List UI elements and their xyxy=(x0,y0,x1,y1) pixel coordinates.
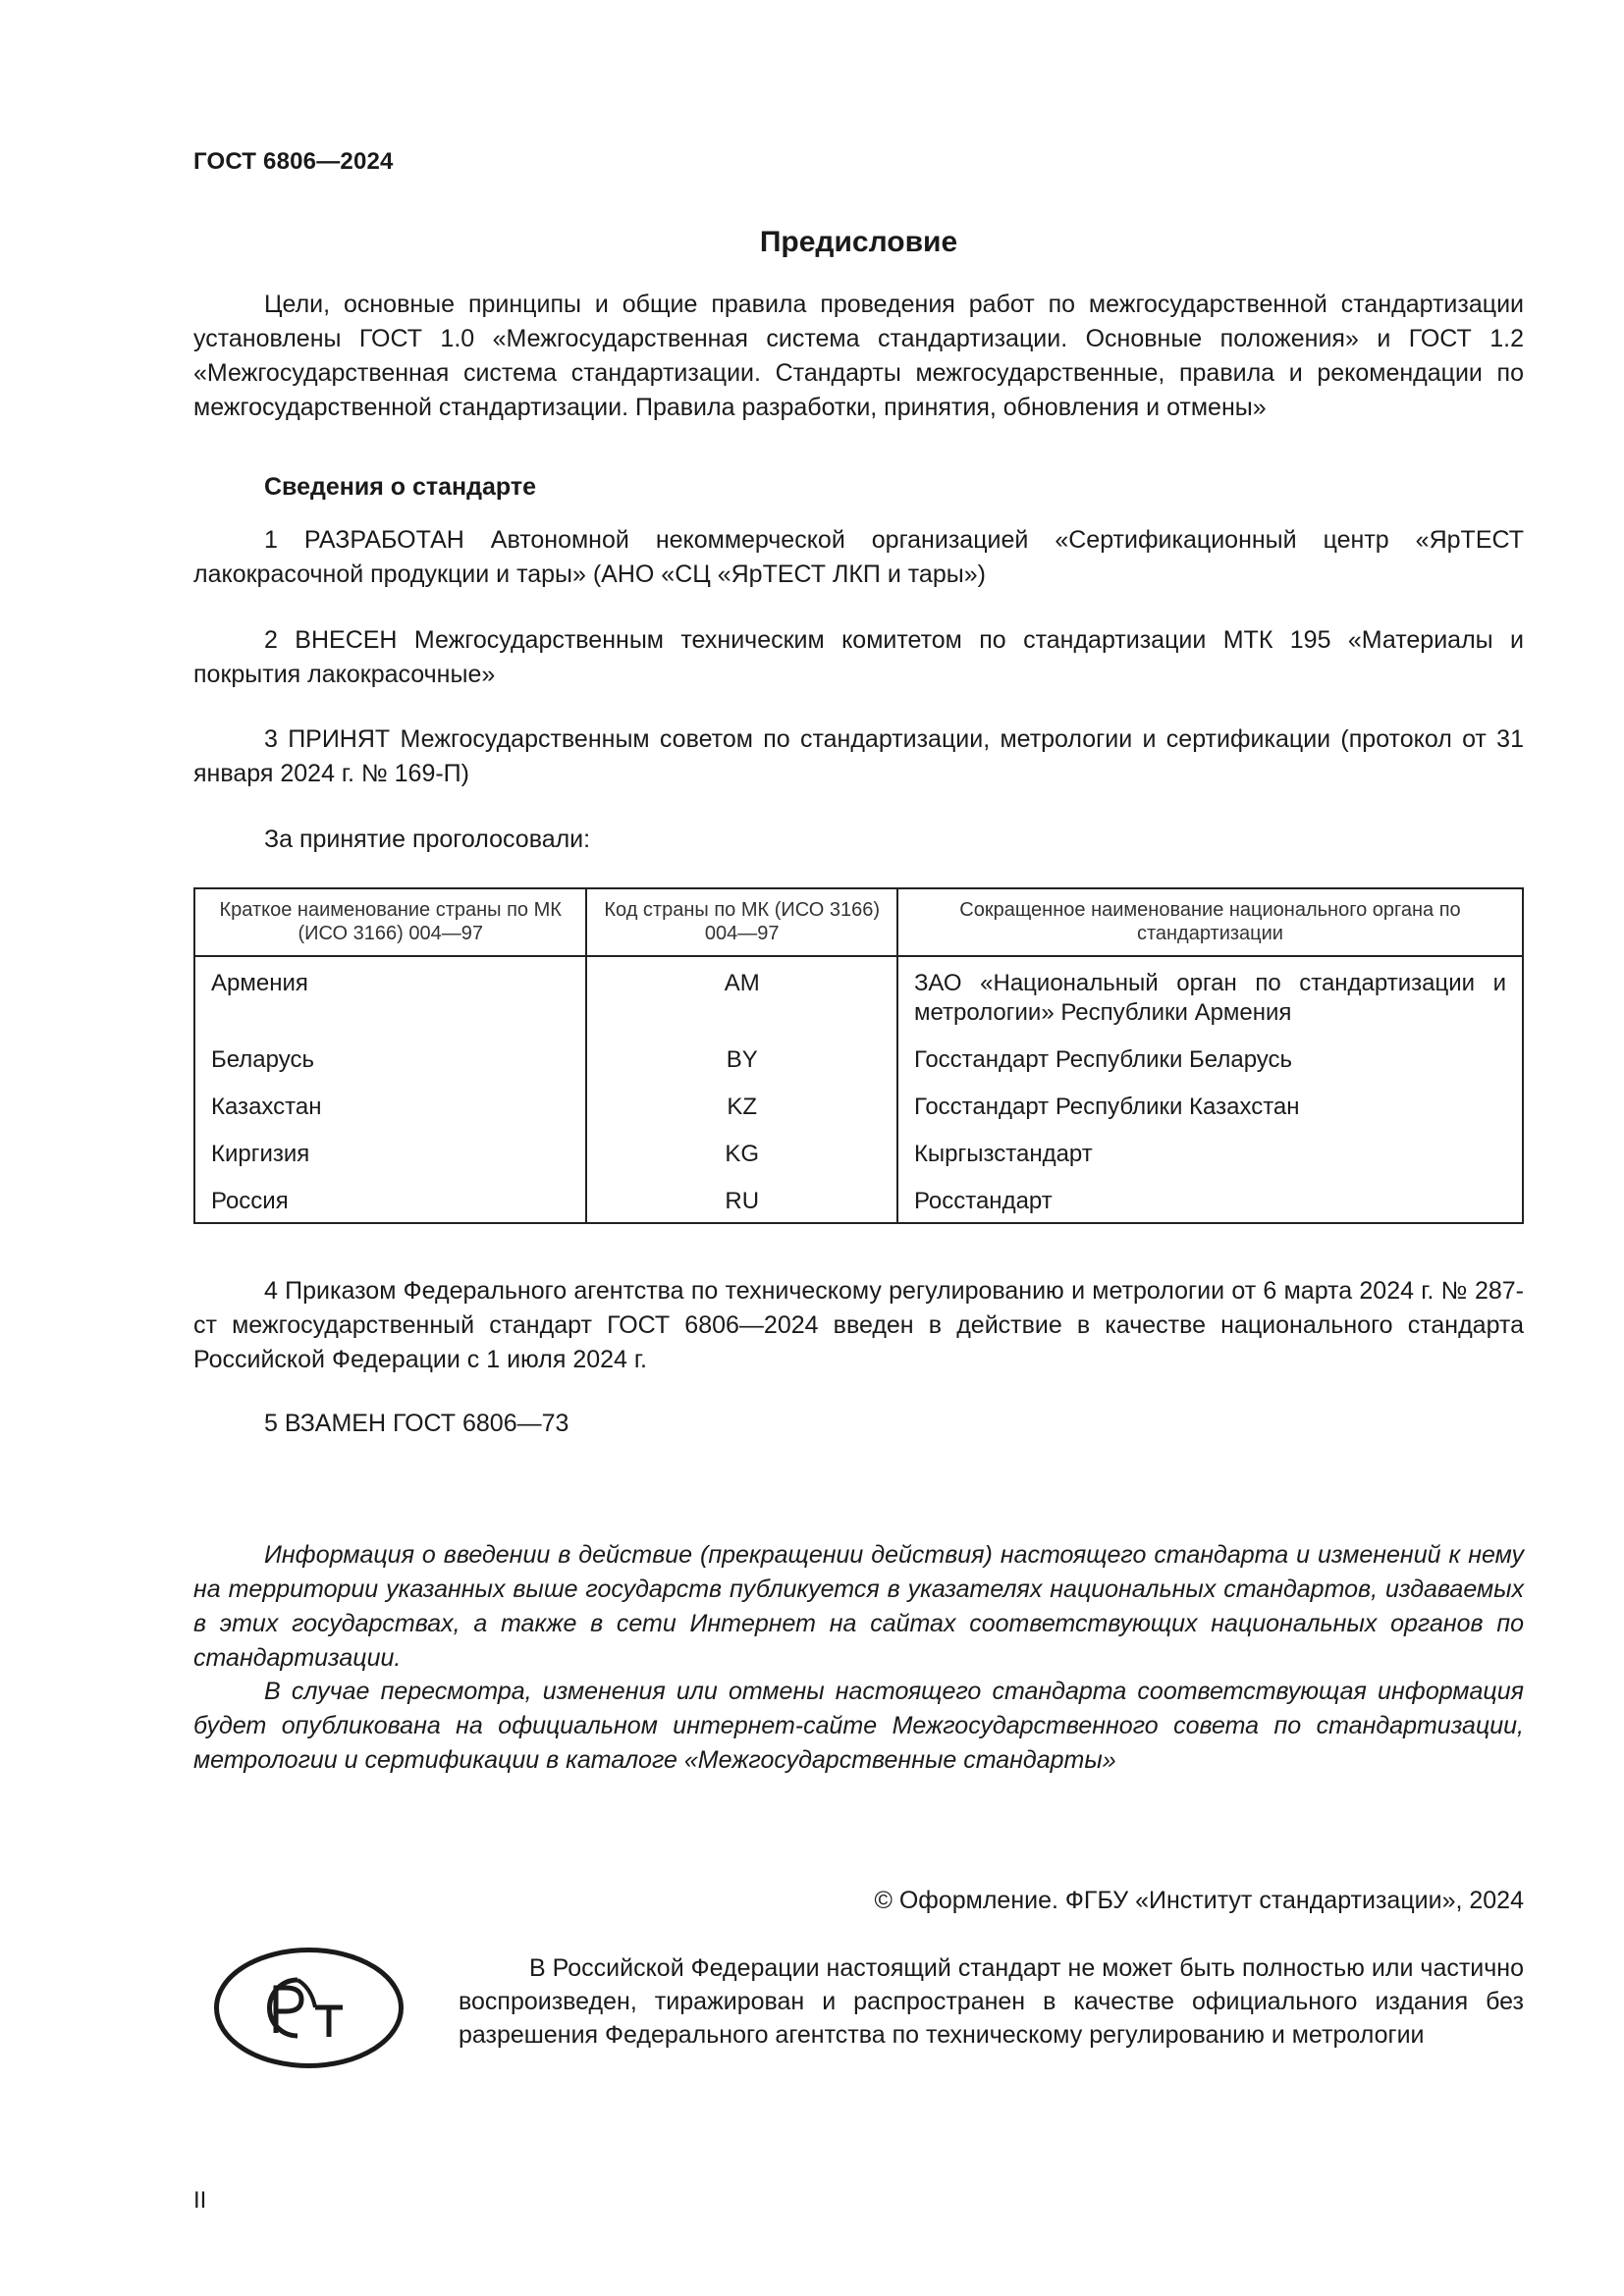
info-heading: Сведения о стандарте xyxy=(264,473,537,501)
table-row xyxy=(194,1132,1523,1179)
cell-code: BY xyxy=(586,1038,896,1085)
cell-body: Росстандарт xyxy=(897,1179,1523,1223)
table-row xyxy=(194,1038,1523,1085)
notice-paragraph-1: Информация о введении в действие (прекращении действия) настоящего стандарта и изменений к нему на территории указанных выше государств публикуется в указателях национальных стандартов, издаваемых в этих государствах, а также в сети Интернет на сайтах соответствующих национальных органов по стандартизации. xyxy=(193,1541,1524,1672)
cell-country: Армения xyxy=(194,956,586,1038)
header-country: Краткое наименование страны по МК (ИСО 3166) 004—97 xyxy=(194,888,586,956)
cell-country: Казахстан xyxy=(194,1085,586,1132)
page-number: II xyxy=(193,2187,207,2214)
cell-code: RU xyxy=(586,1179,896,1223)
cell-country: Киргизия xyxy=(194,1132,586,1179)
item-adopted: 3 ПРИНЯТ Межгосударственным советом по стандартизации, метрологии и сертификации (протокол от 31 января 2024 г. № 169-П) xyxy=(193,725,1524,787)
intro-paragraph: Цели, основные принципы и общие правила проведения работ по межгосударственной стандартизации установлены ГОСТ 1.0 «Межгосударственная система стандартизации. Основные положения» и ГОСТ 1.2 «Межгосударственная система стандартизации. Стандарты межгосударственные, правила и рекомендации по межгосударственной стандартизации. Правила разработки, принятия, обновления и отмены» xyxy=(193,291,1524,421)
item-order: 4 Приказом Федерального агентства по техническому регулированию и метрологии от 6 марта 2024 г. № 287-ст межгосударственный стандарт ГОСТ 6806—2024 введен в действие в качестве национального стандарта Российской Федерации с 1 июля 2024 г. xyxy=(193,1277,1524,1373)
item-submitted: 2 ВНЕСЕН Межгосударственным техническим комитетом по стандартизации МТК 195 «Материалы и покрытия лакокрасочные» xyxy=(193,626,1524,688)
voting-table xyxy=(193,887,1524,1224)
cell-body: Госстандарт Республики Беларусь xyxy=(897,1038,1523,1085)
page-title: Предисловие xyxy=(759,226,958,258)
cell-body: Кыргызстандарт xyxy=(897,1132,1523,1179)
item-developed: 1 РАЗРАБОТАН Автономной некоммерческой организацией «Сертификационный центр «ЯрТЕСТ лакокрасочной продукции и тары» (АНО «СЦ «ЯрТЕСТ ЛКП и тары») xyxy=(193,526,1524,588)
voted-label: За принятие проголосовали: xyxy=(264,826,591,853)
cell-body: Госстандарт Республики Казахстан xyxy=(897,1085,1523,1132)
cell-code: KG xyxy=(586,1132,896,1179)
cell-code: KZ xyxy=(586,1085,896,1132)
table-row xyxy=(194,1085,1523,1132)
header-body: Сокращенное наименование национального органа по стандартизации xyxy=(897,888,1523,956)
document-page xyxy=(193,0,1524,2296)
table-row xyxy=(194,1179,1523,1223)
rights-notice: В Российской Федерации настоящий стандарт не может быть полностью или частично воспроизведен, тиражирован и распространен в качестве официального издания без разрешения Федерального агентства по техническому регулированию и метрологии xyxy=(459,1954,1524,2049)
copyright-line: © Оформление. ФГБУ «Институт стандартизации», 2024 xyxy=(874,1887,1524,1914)
item-replaces: 5 ВЗАМЕН ГОСТ 6806—73 xyxy=(264,1410,569,1437)
document-code: ГОСТ 6806—2024 xyxy=(193,148,394,175)
cell-body: ЗАО «Национальный орган по стандартизации и метрологии» Республики Армения xyxy=(897,956,1523,1038)
gost-r-certification-mark-icon xyxy=(213,1947,405,2069)
cell-country: Беларусь xyxy=(194,1038,586,1085)
cell-code: AM xyxy=(586,956,896,1038)
table-header-row xyxy=(194,888,1523,956)
header-code: Код страны по МК (ИСО 3166) 004—97 xyxy=(586,888,896,956)
table-row xyxy=(194,956,1523,1038)
notice-paragraph-2: В случае пересмотра, изменения или отмены настоящего стандарта соответствующая информация будет опубликована на официальном интернет-сайте Межгосударственного совета по стандартизации, метрологии и сертификации в каталоге «Межгосударственные стандарты» xyxy=(193,1678,1524,1774)
cell-country: Россия xyxy=(194,1179,586,1223)
